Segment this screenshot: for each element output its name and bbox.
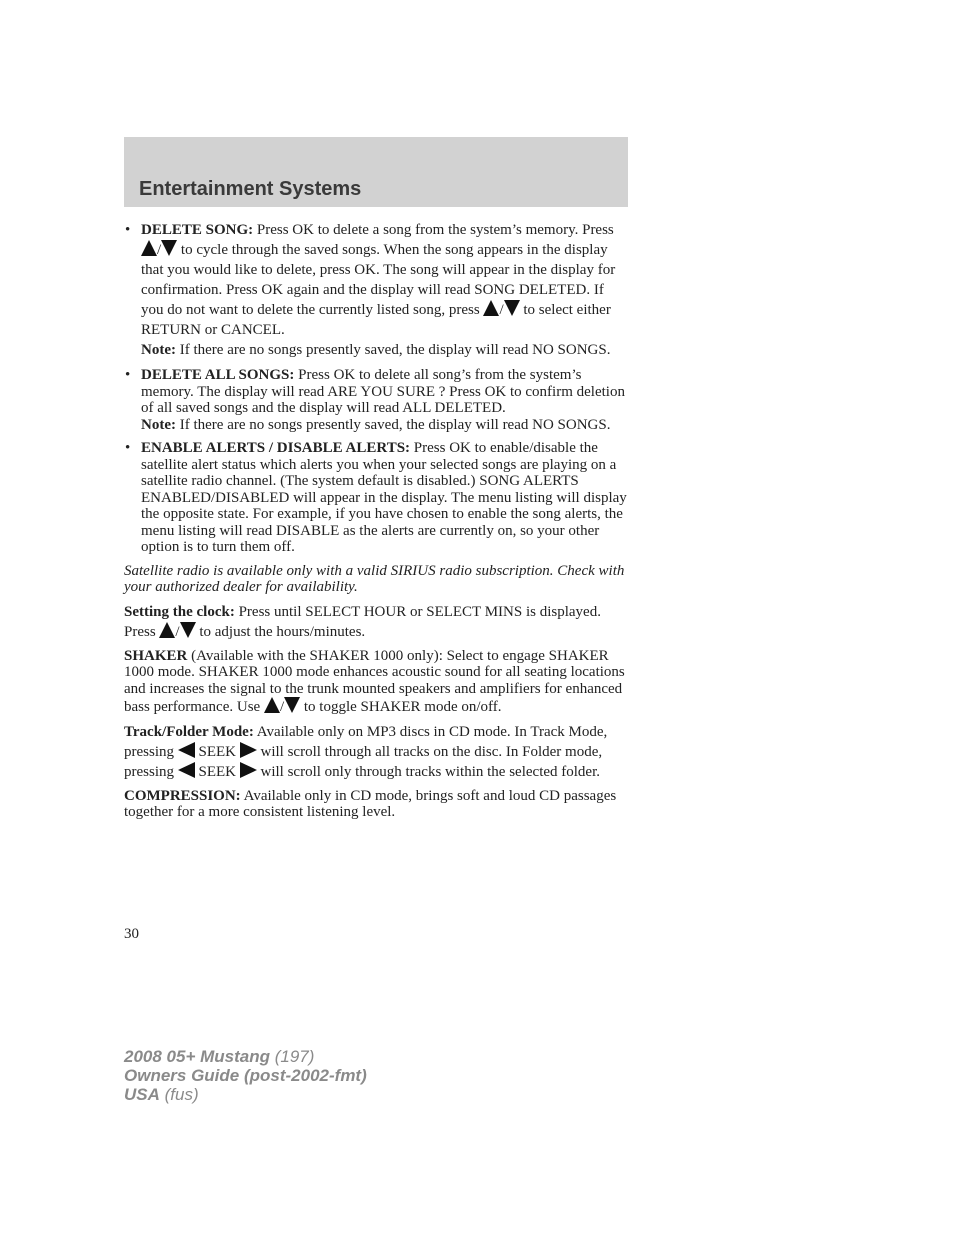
compression-paragraph: [124, 788, 630, 821]
seek-right-arrow-icon: [240, 742, 257, 758]
body-text: will scroll through all tracks on the disc. In Folder mode, pressing: [124, 743, 603, 780]
term-label: DELETE SONG:: [141, 222, 254, 238]
section-header-bar: [124, 137, 628, 207]
down-arrow-icon: [504, 300, 520, 316]
list-item-delete-all-songs: [124, 367, 630, 433]
term-label: DELETE ALL SONGS:: [141, 367, 295, 383]
down-arrow-icon: [180, 622, 196, 638]
note-text: If there are no songs presently saved, the display will read NO SONGS.: [175, 342, 611, 358]
bullet-icon: •: [125, 440, 131, 456]
seek-label: SEEK: [194, 743, 240, 760]
footer-guide: Owners Guide (post-2002-fmt): [124, 1066, 367, 1085]
clock-paragraph: [124, 602, 630, 642]
note-label: Note:: [141, 342, 176, 358]
body-text: (Available with the SHAKER 1000 only): Select to engage SHAKER 1000 mode. SHAKER 1000 mode enhances acoustic sound for all seating locations and increases the signal to the trunk mounted speakers and amplifiers for enhanced bass performance. Use: [124, 647, 625, 715]
separator: /: [279, 699, 285, 715]
footer-market-code: (fus): [159, 1085, 199, 1104]
body-text: to adjust the hours/minutes.: [195, 623, 366, 640]
note-label: Note:: [141, 416, 176, 433]
body-text: to toggle SHAKER mode on/off.: [300, 699, 502, 715]
down-arrow-icon: [161, 240, 177, 256]
body-text: to cycle through the saved songs. When the song appears in the display that you would like to delete, press OK. The song will appear in the display for confirmation. Press OK again and the display will read SONG DELETED. If you do not want to delete the currently listed song, press: [141, 242, 616, 318]
up-arrow-icon: [141, 240, 157, 256]
footer-market: USA: [124, 1085, 160, 1104]
body-text: Available only on MP3 discs in CD mode. In Track Mode, pressing: [124, 723, 608, 760]
down-arrow-icon: [284, 697, 300, 713]
bullet-icon: •: [125, 367, 131, 383]
body-text: Available only in CD mode, brings soft and loud CD passages together for a more consistent listening level.: [124, 787, 617, 820]
page-number: 30: [124, 926, 139, 942]
up-arrow-icon: [159, 622, 175, 638]
page-content: [124, 220, 630, 827]
body-text: will scroll only through tracks within the selected folder.: [256, 763, 601, 780]
footer-line-1: [124, 1047, 367, 1066]
shaker-paragraph: [124, 648, 630, 716]
section-title: Entertainment Systems: [139, 178, 362, 200]
seek-left-arrow-icon: [178, 742, 195, 758]
note-text: If there are no songs presently saved, the display will read NO SONGS.: [175, 416, 611, 433]
track-folder-paragraph: [124, 722, 630, 782]
separator: /: [157, 242, 162, 258]
separator: /: [499, 302, 504, 318]
up-arrow-icon: [264, 697, 280, 713]
up-arrow-icon: [483, 300, 499, 316]
seek-label: SEEK: [194, 763, 240, 780]
list-item-enable-alerts: [124, 440, 630, 556]
term-label: ENABLE ALERTS / DISABLE ALERTS:: [141, 440, 411, 456]
footer-model-code: (197): [270, 1047, 315, 1066]
feature-list: [124, 220, 630, 556]
body-text: Press until SELECT HOUR or SELECT MINS is displayed. Press: [124, 603, 601, 640]
footer-line-3: [124, 1085, 367, 1104]
body-text: to select either RETURN or CANCEL.: [141, 302, 611, 338]
seek-right-arrow-icon: [240, 762, 257, 778]
term-label: SHAKER: [124, 647, 188, 664]
term-label: Setting the clock:: [124, 603, 235, 620]
bullet-icon: •: [125, 222, 131, 238]
footer-model: 2008 05+ Mustang: [124, 1047, 270, 1066]
term-label: Track/Folder Mode:: [124, 723, 254, 740]
body-text: Press OK to enable/disable the satellite alert status which alerts you when your selected songs are playing on a satellite radio channel. (The system default is disabled.) SONG ALERTS ENABLED/DISABLED will appear in the display. The menu listing will display the opposite state. For example, if you have chosen to enable the song alerts, the menu listing will read DISABLE as the alerts are currently on, so your other option is to turn them off.: [141, 440, 627, 555]
document-footer: [124, 1047, 367, 1104]
term-label: COMPRESSION:: [124, 787, 241, 804]
seek-left-arrow-icon: [178, 762, 195, 778]
footer-line-2: [124, 1066, 367, 1085]
note: [141, 417, 630, 434]
body-text: Press OK to delete all song’s from the system’s memory. The display will read ARE YOU SURE ? Press OK to confirm deletion of all saved songs and the display will read ALL DELETED.: [141, 367, 625, 416]
note: [141, 340, 630, 360]
satellite-note: Satellite radio is available only with a valid SIRIUS radio subscription. Check with your authorized dealer for availability.: [124, 562, 625, 595]
separator: /: [175, 623, 180, 640]
body-text: Press OK to delete a song from the system’s memory. Press: [253, 222, 614, 238]
list-item-delete-song: [124, 220, 630, 360]
